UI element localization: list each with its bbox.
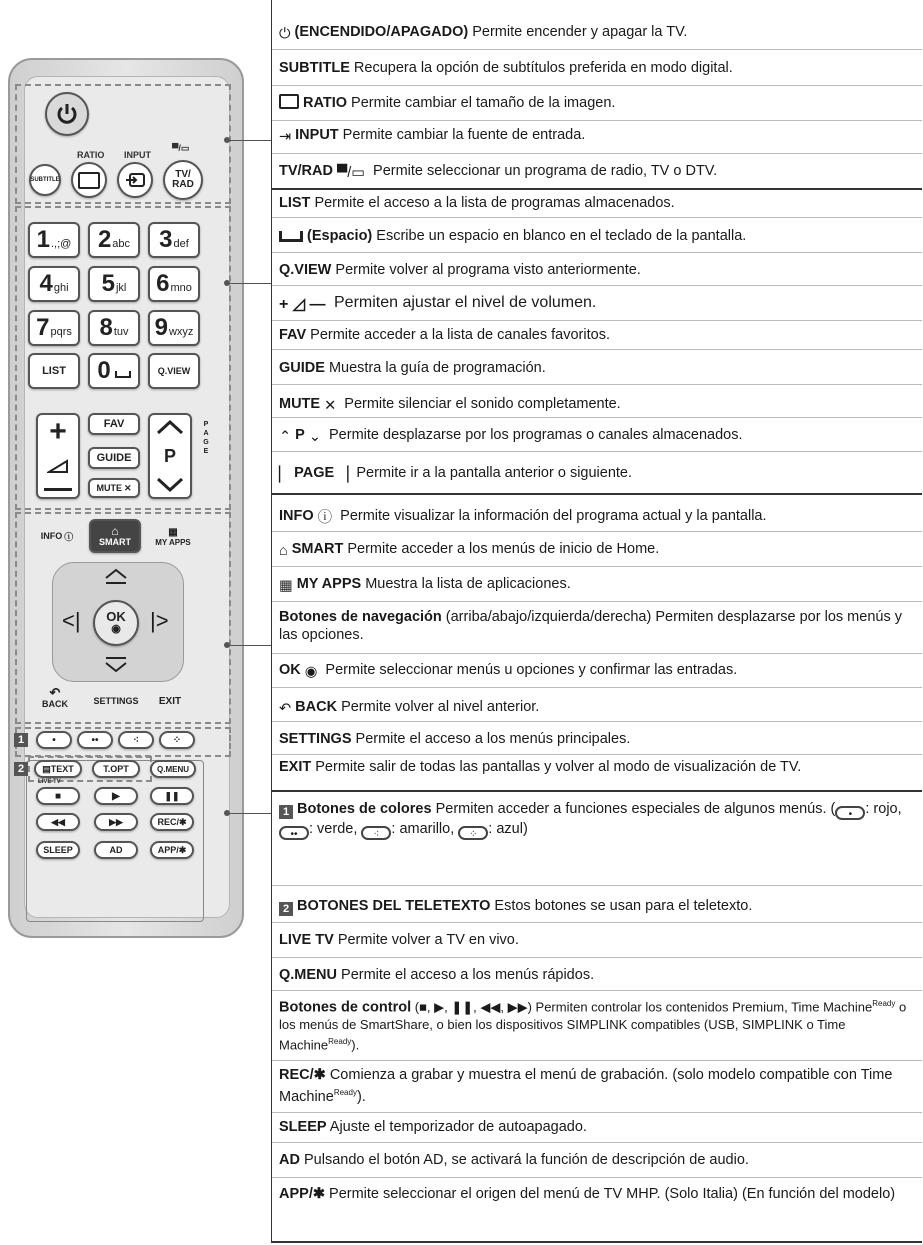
nav-down-icon[interactable] xyxy=(103,656,129,674)
volume-icon: + ◿ — xyxy=(279,296,326,313)
space-icon xyxy=(279,231,303,242)
pause-button[interactable]: ❚❚ xyxy=(150,787,194,805)
number-key-digit: 1.,;@ xyxy=(36,226,72,253)
stop-button[interactable]: ■ xyxy=(36,787,80,805)
topt-button[interactable] xyxy=(92,760,140,778)
tag-2: 2 xyxy=(279,902,293,916)
apps-grid-icon: ▦ xyxy=(168,526,178,538)
program-label: P xyxy=(163,445,176,466)
qmenu-button[interactable] xyxy=(150,760,196,778)
fav-label: FAV xyxy=(103,418,125,430)
chevron-up-icon xyxy=(156,419,184,435)
ratio-label: RATIO xyxy=(77,150,105,160)
tag-2 xyxy=(14,762,28,776)
number-key-letters: jkl xyxy=(115,282,127,294)
input-icon xyxy=(125,173,145,187)
mute-label: MUTE xyxy=(96,483,122,493)
space-icon xyxy=(115,371,131,378)
number-key-digit: 7pqrs xyxy=(36,314,72,341)
tvrad-line1: TV/ xyxy=(175,169,191,180)
back-label: BACK xyxy=(42,699,68,709)
desc-mute: MUTE ✕ Permite silenciar el sonido completamente. xyxy=(279,396,621,414)
desc-qmenu: Q.MENU Permite el acceso a los menús rápidos. xyxy=(279,967,595,983)
desc-power: ⏻ (ENCENDIDO/APAGADO) Permite encender y apagar la TV. xyxy=(279,24,688,42)
desc-ratio: RATIO Permite cambiar el tamaño de la imagen. xyxy=(279,94,918,112)
power-icon: ⏻ xyxy=(279,26,291,42)
desc-back: ↶ BACK Permite volver al nivel anterior. xyxy=(279,699,540,717)
ratio-icon xyxy=(279,94,299,109)
number-key-7[interactable] xyxy=(28,310,80,346)
blue-button[interactable]: ⁘ xyxy=(159,731,195,749)
page-down-icon: ▕ xyxy=(337,467,349,483)
list-button[interactable] xyxy=(28,353,80,389)
connector-dot xyxy=(224,810,230,816)
section-navigation xyxy=(272,495,922,792)
text-icon: ▤ xyxy=(42,763,51,774)
desc-guide: GUIDE Muestra la guía de programación. xyxy=(279,360,546,376)
guide-label: GUIDE xyxy=(96,452,132,464)
red-button[interactable]: • xyxy=(36,731,72,749)
settings-button[interactable] xyxy=(88,689,144,713)
volume-rocker[interactable] xyxy=(36,413,80,499)
blue-button-icon: ⁘ xyxy=(458,826,488,840)
number-key-digit: 9wxyz xyxy=(154,314,194,341)
description-panel xyxy=(271,0,922,1243)
info-label: INFO xyxy=(40,531,63,541)
tv-radio-icon: ▀/▭ xyxy=(336,165,365,181)
settings-label: SETTINGS xyxy=(93,696,139,706)
fav-button[interactable] xyxy=(88,413,140,435)
number-key-digit: 2abc xyxy=(97,226,131,253)
program-rocker[interactable] xyxy=(148,413,192,499)
qview-button[interactable] xyxy=(148,353,200,389)
volume-down-icon xyxy=(44,488,72,491)
sleep-button[interactable] xyxy=(36,841,80,859)
yellow-button[interactable]: ⁖ xyxy=(118,731,154,749)
connector xyxy=(227,813,271,814)
number-key-letters: mno xyxy=(170,282,192,294)
desc-myapps: ▦ MY APPS Muestra la lista de aplicaciones. xyxy=(279,576,571,594)
ok-dot-icon: ◉ xyxy=(111,623,121,635)
desc-livetv: LIVE TV Permite volver a TV en vivo. xyxy=(279,932,519,948)
info-icon: ⓘ xyxy=(317,510,333,526)
mute-icon: ✕ xyxy=(324,398,337,414)
number-key-9[interactable] xyxy=(148,310,200,346)
connector xyxy=(227,283,271,284)
text-button[interactable] xyxy=(34,760,82,778)
number-key-6[interactable] xyxy=(148,266,200,302)
info-icon: ⓘ xyxy=(64,531,74,542)
desc-volume: + ◿ — Permiten ajustar el nivel de volumen. xyxy=(279,294,597,313)
desc-exit: EXIT Permite salir de todas las pantallas y volver al modo de visualización de TV. xyxy=(279,759,802,775)
desc-tvrad: TV/RAD ▀/▭ Permite seleccionar un programa de radio, TV o DTV. xyxy=(279,163,718,181)
mute-button[interactable] xyxy=(88,478,140,498)
exit-button[interactable] xyxy=(150,689,190,713)
rec-button[interactable] xyxy=(150,813,194,831)
number-key-letters: wxyz xyxy=(168,326,194,338)
qview-label: Q.VIEW xyxy=(157,366,191,376)
number-key-digit: 4ghi xyxy=(39,270,69,297)
nav-left-icon[interactable]: <| xyxy=(62,608,81,633)
chevron-up-icon: ⌃ xyxy=(279,429,292,445)
back-button[interactable] xyxy=(30,683,80,713)
nav-up-icon[interactable] xyxy=(103,567,129,585)
number-key-8[interactable] xyxy=(88,310,140,346)
ok-dot-icon: ◉ xyxy=(304,664,318,680)
connector-dot xyxy=(224,642,230,648)
rec-label: REC/✱ xyxy=(157,816,187,827)
topt-label: T.OPT xyxy=(103,764,129,774)
number-key-digit: 8tuv xyxy=(99,314,129,341)
app-label: APP/✱ xyxy=(157,844,187,855)
number-key-5[interactable] xyxy=(88,266,140,302)
chevron-down-icon: ⌄ xyxy=(308,429,321,445)
chevron-down-icon xyxy=(156,477,184,493)
desc-program: ⌃ P ⌄ Permite desplazarse por los programas o canales almacenados. xyxy=(279,427,743,445)
ad-button[interactable] xyxy=(94,841,138,859)
input-button[interactable] xyxy=(117,162,153,198)
ratio-icon xyxy=(78,172,100,189)
section-teletext xyxy=(272,792,922,1243)
zero-space-button[interactable] xyxy=(88,353,140,389)
zero-label: 0 xyxy=(97,357,111,384)
number-key-digit: 3def xyxy=(159,226,189,253)
subtitle-button[interactable] xyxy=(29,164,61,196)
connector xyxy=(227,140,271,141)
tvrad-button[interactable] xyxy=(163,160,203,200)
page-indicator xyxy=(202,420,210,456)
volume-icon xyxy=(47,459,69,473)
nav-right-icon[interactable]: |> xyxy=(150,608,169,633)
power-icon xyxy=(54,101,80,127)
number-key-letters: abc xyxy=(112,238,131,250)
desc-info: INFO ⓘ Permite visualizar la información del programa actual y la pantalla. xyxy=(279,508,767,526)
tvrad-icon-label: ▀/▭ xyxy=(172,143,190,153)
smart-label: SMART xyxy=(99,537,131,547)
tvrad-line2: RAD xyxy=(172,179,194,190)
yellow-button-icon: ⁖ xyxy=(361,826,391,840)
number-key-letters: .,;@ xyxy=(51,238,72,250)
number-key-digit: 5jkl xyxy=(101,270,127,297)
forward-button[interactable]: ▶▶ xyxy=(94,813,138,831)
desc-input: ⇥ INPUT Permite cambiar la fuente de entrada. xyxy=(279,127,586,145)
app-button[interactable] xyxy=(150,841,194,859)
subtitle-button-label: SUBTITLE xyxy=(30,177,60,183)
connector-dot xyxy=(224,280,230,286)
number-key-4[interactable] xyxy=(28,266,80,302)
number-key-2[interactable] xyxy=(88,222,140,258)
number-key-letters: def xyxy=(173,238,189,250)
section-power xyxy=(272,0,922,190)
desc-rec: REC/✱ Comienza a grabar y muestra el menú de grabación. (solo modelo compatible con Time Machine$^{Ready}$). xyxy=(279,1067,893,1105)
desc-settings: SETTINGS Permite el acceso a los menús principales. xyxy=(279,731,631,747)
desc-ok: OK ◉ Permite seleccionar menús u opciones y confirmar las entradas. xyxy=(279,662,738,680)
desc-app: APP/✱ Permite seleccionar el origen del menú de TV MHP. (Solo Italia) (En función del modelo) xyxy=(279,1186,896,1202)
livetv-label: LIVE TV xyxy=(38,779,61,785)
section-numbers xyxy=(272,190,922,495)
tag-1-label: 1 xyxy=(17,734,25,746)
desc-space: (Espacio) Escribe un espacio en blanco en el teclado de la pantalla. xyxy=(279,227,918,245)
desc-qview: Q.VIEW Permite volver al programa visto anteriormente. xyxy=(279,262,641,278)
green-button[interactable]: •• xyxy=(77,731,113,749)
back-arrow-icon: ↶ xyxy=(49,685,61,700)
tag-1 xyxy=(14,733,28,747)
volume-up-icon: + xyxy=(49,415,67,448)
qmenu-label: Q.MENU xyxy=(157,764,189,774)
myapps-label: MY APPS xyxy=(155,537,191,547)
tag-2-label: 2 xyxy=(17,763,25,775)
ad-label: AD xyxy=(109,845,123,855)
home-icon: ⌂ xyxy=(111,524,119,538)
desc-smart: ⌂ SMART Permite acceder a los menús de inicio de Home. xyxy=(279,541,660,559)
guide-button[interactable] xyxy=(88,447,140,469)
desc-ad: AD Pulsando el botón AD, se activará la función de descripción de audio. xyxy=(279,1152,749,1168)
play-button[interactable]: ▶ xyxy=(94,787,138,805)
ok-button[interactable] xyxy=(93,600,139,646)
desc-sleep: SLEEP Ajuste el temporizador de autoapagado. xyxy=(279,1119,587,1135)
ratio-button[interactable] xyxy=(71,162,107,198)
red-button-icon: • xyxy=(835,806,865,820)
connector xyxy=(227,645,271,646)
list-label: LIST xyxy=(42,365,66,377)
exit-label: EXIT xyxy=(158,695,182,707)
desc-teletext-buttons: 2 BOTONES DEL TELETEXTO Estos botones se usan para el teletexto. xyxy=(279,897,918,916)
input-icon: ⇥ xyxy=(279,129,292,145)
text-label: TEXT xyxy=(50,764,74,774)
desc-nav-buttons: Botones de navegación (arriba/abajo/izquierda/derecha) Permiten desplazarse por los menús y las opciones. xyxy=(279,609,902,643)
desc-page: ▏ PAGE ▕ Permite ir a la pantalla anterior o siguiente. xyxy=(279,465,633,483)
info-button[interactable] xyxy=(32,524,82,548)
desc-subtitle: SUBTITLE Recupera la opción de subtítulos preferida en modo digital. xyxy=(279,60,733,76)
ok-label: OK xyxy=(106,609,126,624)
page-up-icon: ▏ xyxy=(279,467,291,483)
desc-list: LIST Permite el acceso a la lista de programas almacenados. xyxy=(279,195,675,211)
tag-1: 1 xyxy=(279,805,293,819)
number-key-digit: 6mno xyxy=(156,270,192,297)
sleep-label: SLEEP xyxy=(43,845,73,855)
number-key-letters: tuv xyxy=(113,326,129,338)
myapps-button[interactable] xyxy=(146,521,200,553)
green-button-icon: •• xyxy=(279,826,309,840)
home-icon: ⌂ xyxy=(279,543,288,559)
number-key-1[interactable] xyxy=(28,222,80,258)
desc-control-buttons: Botones de control (■, ▶, ❚❚, ◀◀, ▶▶) Permiten controlar los contenidos Premium, Time Machine$^{Ready}$ o los menús de SmartShare, o bien los dispositivos SIMPLINK compatibles (USB, SIMPLINK o Time Machine$^{Ready}$). xyxy=(279,999,907,1053)
rewind-button[interactable]: ◀◀ xyxy=(36,813,80,831)
back-arrow-icon: ↶ xyxy=(279,701,292,717)
desc-fav: FAV Permite acceder a la lista de canales favoritos. xyxy=(279,327,610,343)
smart-button[interactable] xyxy=(89,519,141,553)
power-button[interactable] xyxy=(45,92,89,136)
number-key-3[interactable] xyxy=(148,222,200,258)
desc-color-buttons: 1 Botones de colores Permiten acceder a funciones especiales de algunos menús. ( • : rojo, •• : verde, ⁖ : amarillo, ⁘ : azul) xyxy=(279,800,918,840)
mute-icon: ✕ xyxy=(123,482,132,493)
number-key-letters: pqrs xyxy=(50,326,72,338)
page-vertical-label: PAGE xyxy=(203,421,209,455)
number-key-letters: ghi xyxy=(53,282,69,294)
apps-grid-icon: ▦ xyxy=(279,578,293,594)
connector-dot xyxy=(224,137,230,143)
input-label: INPUT xyxy=(124,150,151,160)
